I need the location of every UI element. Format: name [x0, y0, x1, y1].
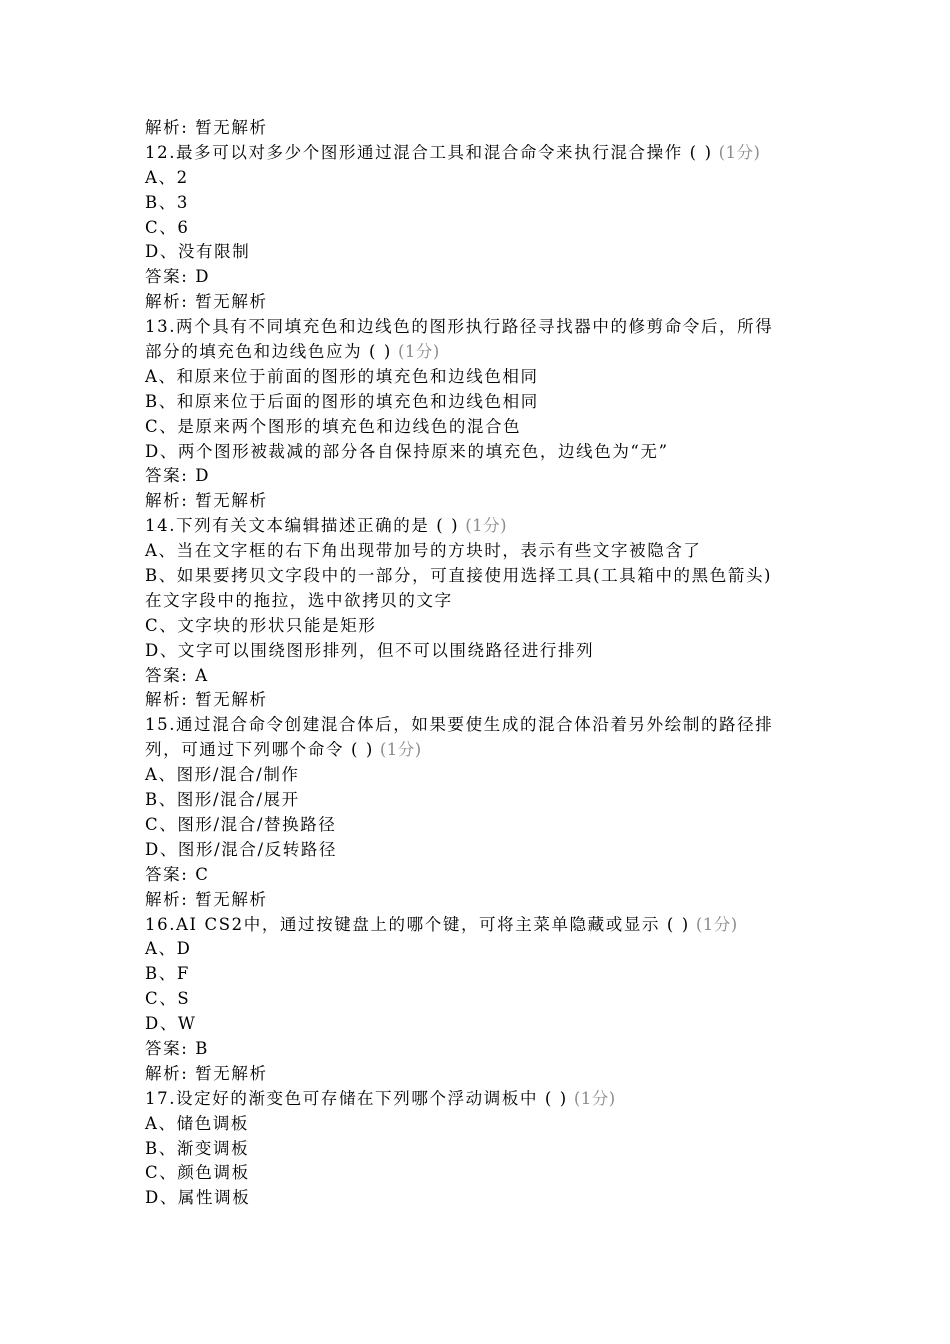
text-line: [145, 290, 815, 315]
line-text: B、如果要拷贝文字段中的一部分，可直接使用选择工具(工具箱中的黑色箭头): [145, 566, 773, 586]
line-text: A、图形/混合/制作: [145, 765, 300, 785]
text-line: [145, 738, 815, 763]
text-line: [145, 1186, 815, 1211]
line-text: 解析: 暂无解析: [145, 491, 268, 511]
text-line: [145, 962, 815, 987]
text-line: [145, 838, 815, 863]
text-line: [145, 987, 815, 1012]
line-text: A、D: [145, 939, 192, 959]
text-line: [145, 564, 815, 589]
text-line: [145, 116, 815, 141]
text-line: [145, 166, 815, 191]
document-body: [145, 116, 815, 1211]
text-line: [145, 713, 815, 738]
line-text: B、3: [145, 192, 189, 212]
text-line: [145, 639, 815, 664]
line-text: D、图形/混合/反转路径: [145, 839, 338, 859]
line-text: C、图形/混合/替换路径: [145, 814, 337, 834]
score-label: (1分): [695, 914, 738, 934]
text-line: [145, 688, 815, 713]
line-text: 12.最多可以对多少个图形通过混合工具和混合命令来执行混合操作 ( ): [145, 142, 713, 162]
text-line: [145, 1062, 815, 1087]
line-text: 解析: 暂无解析: [145, 118, 268, 137]
line-text: D、属性调板: [145, 1188, 251, 1208]
text-line: [145, 265, 815, 290]
text-line: [145, 589, 815, 614]
text-line: [145, 216, 815, 241]
text-line: [145, 514, 815, 539]
line-text: A、储色调板: [145, 1113, 250, 1133]
line-text: D、两个图形被裁减的部分各自保持原来的填充色，边线色为“无”: [145, 441, 669, 461]
score-label: (1分): [397, 342, 440, 362]
text-line: [145, 1037, 815, 1062]
line-text: C、S: [145, 989, 191, 1009]
line-text: 解析: 暂无解析: [145, 292, 268, 312]
text-line: [145, 788, 815, 813]
line-text: D、W: [145, 1014, 197, 1034]
text-line: [145, 1012, 815, 1037]
text-line: [145, 240, 815, 265]
line-text: A、2: [145, 167, 189, 187]
line-text: 解析: 暂无解析: [145, 690, 268, 710]
text-line: [145, 1161, 815, 1186]
line-text: 14.下列有关文本编辑描述正确的是 ( ): [145, 516, 460, 536]
line-text: 答案: D: [145, 267, 211, 287]
text-line: [145, 415, 815, 440]
line-text: 17.设定好的渐变色可存储在下列哪个浮动调板中 ( ): [145, 1088, 568, 1108]
text-line: [145, 315, 815, 340]
text-line: [145, 937, 815, 962]
text-line: [145, 141, 815, 166]
line-text: 16.AI CS2中，通过按键盘上的哪个键，可将主菜单隐藏或显示 ( ): [145, 914, 690, 934]
line-text: C、是原来两个图形的填充色和边线色的混合色: [145, 416, 522, 436]
text-line: [145, 813, 815, 838]
line-text: 部分的填充色和边线色应为 ( ): [145, 342, 392, 362]
score-label: (1分): [573, 1088, 616, 1108]
line-text: 解析: 暂无解析: [145, 889, 268, 909]
line-text: 答案: D: [145, 466, 211, 486]
text-line: [145, 340, 815, 365]
score-label: (1分): [465, 516, 508, 536]
text-line: [145, 888, 815, 913]
line-text: A、和原来位于前面的图形的填充色和边线色相同: [145, 366, 539, 386]
line-text: 答案: A: [145, 665, 209, 685]
text-line: [145, 191, 815, 216]
text-line: [145, 863, 815, 888]
line-text: 15.通过混合命令创建混合体后，如果要使生成的混合体沿着另外绘制的路径排: [145, 715, 774, 735]
text-line: [145, 664, 815, 689]
line-text: 答案: C: [145, 864, 210, 884]
text-line: [145, 1087, 815, 1112]
line-text: 解析: 暂无解析: [145, 1063, 268, 1083]
line-text: 答案: B: [145, 1038, 209, 1058]
text-line: [145, 390, 815, 415]
text-line: [145, 464, 815, 489]
line-text: 列，可通过下列哪个命令 ( ): [145, 740, 374, 760]
line-text: D、文字可以围绕图形排列，但不可以围绕路径进行排列: [145, 640, 595, 660]
line-text: C、6: [145, 217, 190, 237]
text-line: [145, 614, 815, 639]
text-line: [145, 1137, 815, 1162]
line-text: B、和原来位于后面的图形的填充色和边线色相同: [145, 391, 539, 411]
text-line: [145, 763, 815, 788]
text-line: [145, 539, 815, 564]
text-line: [145, 1112, 815, 1137]
text-line: [145, 489, 815, 514]
line-text: C、颜色调板: [145, 1163, 250, 1183]
score-label: (1分): [718, 142, 761, 162]
text-line: [145, 913, 815, 938]
score-label: (1分): [379, 740, 422, 760]
text-line: [145, 365, 815, 390]
line-text: B、图形/混合/展开: [145, 790, 300, 810]
line-text: C、文字块的形状只能是矩形: [145, 615, 377, 635]
line-text: 在文字段中的拖拉，选中欲拷贝的文字: [145, 590, 453, 610]
line-text: A、当在文字框的右下角出现带加号的方块时，表示有些文字被隐含了: [145, 541, 702, 561]
text-line: [145, 440, 815, 465]
line-text: 13.两个具有不同填充色和边线色的图形执行路径寻找器中的修剪命令后，所得: [145, 317, 774, 337]
line-text: D、没有限制: [145, 242, 251, 262]
line-text: B、F: [145, 964, 190, 984]
line-text: B、渐变调板: [145, 1138, 250, 1158]
